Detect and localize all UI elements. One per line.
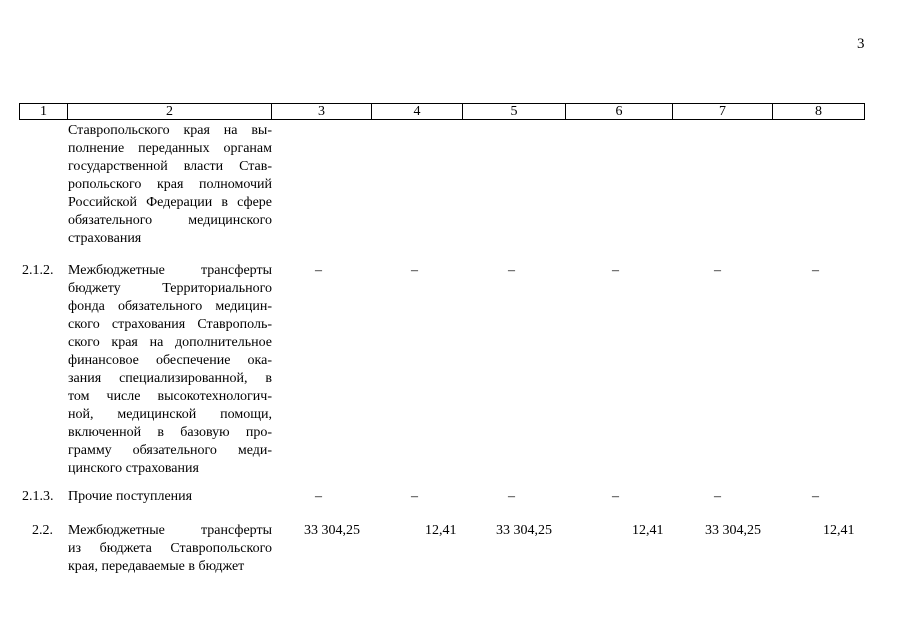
row-2-1-2-text: Межбюджетные трансферты бюджету Территориального фонда обязательного медицин- ского страхования Ставрополь- ского края на дополнительное финансовое обеспечение ока- зания специализированной, в том числе высокотехнологич- ной, медицинской помощи, включенной в базовую про- грамму обязательного меди- цинского страхования — [68, 263, 272, 476]
row-2-2-col3: 33 304,25 — [304, 523, 360, 538]
row-2-2-col6: 12,41 — [632, 523, 664, 538]
table-header — [19, 103, 865, 120]
row-2-2-col5: 33 304,25 — [496, 523, 552, 538]
row-2-1-3-col4: – — [411, 489, 418, 504]
row-2-2-col7: 33 304,25 — [705, 523, 761, 538]
header-cell-5: 5 — [463, 104, 566, 120]
row-2-2-col4: 12,41 — [425, 523, 457, 538]
row-2-1-2-code: 2.1.2. — [22, 263, 54, 278]
header-cell-7: 7 — [673, 104, 773, 120]
row-2-1-3-col8: – — [812, 489, 819, 504]
header-cell-6: 6 — [566, 104, 673, 120]
row-2-2-text: Межбюджетные трансферты из бюджета Ставропольского края, передаваемые в бюджет — [68, 523, 272, 574]
header-cell-3: 3 — [272, 104, 372, 120]
row-2-1-3-code: 2.1.3. — [22, 489, 54, 504]
row-2-2-col8: 12,41 — [823, 523, 855, 538]
row-2-1-2-col5: – — [508, 263, 515, 278]
header-cell-1: 1 — [20, 104, 68, 120]
row-2-1-3-text: Прочие поступления — [68, 489, 193, 504]
row-2-2-code: 2.2. — [32, 523, 53, 538]
row-2-1-2-col6: – — [612, 263, 619, 278]
row-continuation-text: Ставропольского края на вы- полнение переданных органам государственной власти Став- ропольского края полномочий Российской Федерации в сфере обязательного медицинского страхования — [68, 123, 272, 246]
row-2-1-3-col3: – — [315, 489, 322, 504]
header-cell-2: 2 — [68, 104, 272, 120]
page-number: 3 — [857, 36, 865, 52]
row-2-1-3-col5: – — [508, 489, 515, 504]
row-2-1-3-col6: – — [612, 489, 619, 504]
row-2-1-3-col7: – — [714, 489, 721, 504]
row-2-1-2-col4: – — [411, 263, 418, 278]
row-2-1-2-col8: – — [812, 263, 819, 278]
header-cell-4: 4 — [372, 104, 463, 120]
row-2-1-2-col3: – — [315, 263, 322, 278]
row-2-1-2-col7: – — [714, 263, 721, 278]
header-cell-8: 8 — [773, 104, 865, 120]
